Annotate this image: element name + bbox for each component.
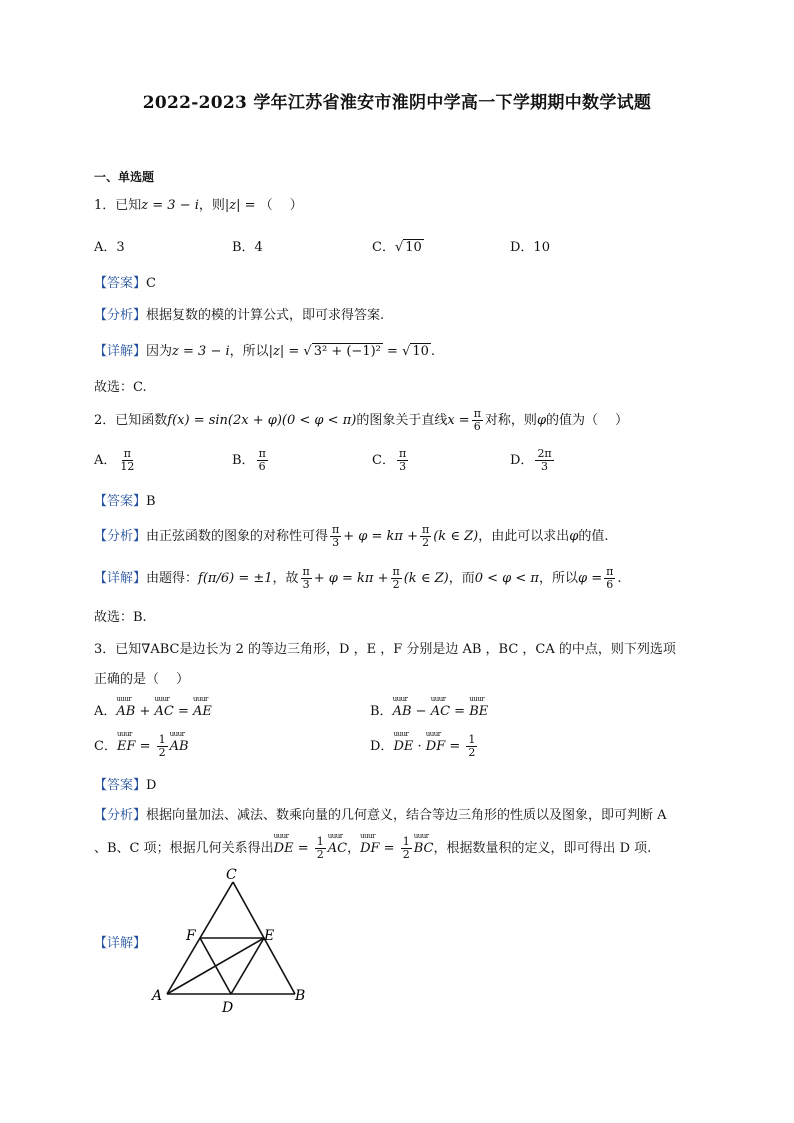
- q1-analysis: 【分析】根据复数的模的计算公式，即可求得答案.: [94, 308, 385, 323]
- q2-analysis: 【分析】由正弦函数的图象的对称性可得 $\frac{\pi}{3}$ + φ = kπ + $\frac{\pi}{2}$ (k ∈ Z)，由此可以求出φ的值.: [94, 523, 609, 549]
- q1-choose: 故选：C.: [94, 380, 147, 395]
- q1-option-c: C．√ 10: [372, 240, 422, 255]
- q2-stem: 2．已知函数f(x) = sin(2x + φ)(0 < φ < π)的图象关于直线x = $\frac{\pi}{6}$ 对称，则φ的值为（ ）: [94, 407, 629, 433]
- q2-option-c: C． $\frac{\pi}{3}$: [372, 447, 407, 473]
- q2-detail: 【详解】由题得：f(π/6) = ±1，故 $\frac{\pi}{3}$ + φ = kπ + $\frac{\pi}{2}$ (k ∈ Z)，而0 < φ < π，所以φ = $\frac{\pi}{6}$ .: [94, 565, 622, 591]
- q1-option-d: D．10: [510, 240, 550, 255]
- q2-answer: 【答案】B: [94, 494, 156, 509]
- q3-analysis-line1: 【分析】根据向量加法、减法、数乘向量的几何意义，结合等边三角形的性质以及图象，即可判断 A: [94, 808, 667, 823]
- segment-de: [231, 938, 264, 994]
- label-e: E: [264, 928, 275, 944]
- label-c: C: [226, 867, 237, 883]
- q3-stem-line1: 3．已知∇ABC是边长为 2 的等边三角形，D ，E ，F 分别是边 AB ，BC ，CA 的中点，则下列选项: [94, 642, 676, 657]
- q2-option-d: D． $\frac{2\pi}{3}$: [510, 447, 552, 473]
- label-a: A: [152, 988, 163, 1004]
- q3-analysis-line2: 、B、C 项；根据几何关系得出uuur DE = $\frac{1}{2}$ uuur AC，uuur DF = $\frac{1}{2}$ uuur BC，根据数量积的定义，即可得出 D 项.: [94, 836, 651, 861]
- q3-answer: 【答案】D: [94, 778, 157, 793]
- q1-option-b: B．4: [232, 240, 263, 255]
- q2-choose: 故选：B.: [94, 610, 147, 625]
- q3-stem-line2: 正确的是（ ）: [94, 672, 190, 687]
- label-f: F: [186, 928, 196, 944]
- section-heading: 一、单选题: [94, 170, 155, 184]
- q1-answer: 【答案】C: [94, 276, 156, 291]
- q3-detail-tag: 【详解】: [94, 936, 147, 951]
- q2-option-b: B． $\frac{\pi}{6}$: [232, 447, 266, 473]
- q2-option-a: A． $\frac{\pi}{12}$: [94, 447, 135, 473]
- q3-option-a: A．uuur AB + uuur AC = uuur AE: [94, 700, 212, 719]
- label-d: D: [222, 1000, 234, 1016]
- page-title: 2022-2023 学年江苏省淮安市淮阴中学高一下学期期中数学试题: [142, 93, 652, 113]
- q3-option-d: D．uuur DE · uuur DF = $\frac{1}{2}$: [370, 734, 479, 759]
- q1-option-a: A．3: [94, 240, 125, 255]
- label-b: B: [295, 988, 306, 1004]
- q1-stem: 1．已知z = 3 − i，则|z| = （ ）: [94, 198, 303, 213]
- triangle-figure: [150, 866, 320, 1016]
- q3-option-c: C．uuur EF = $\frac{1}{2}$ uuur AB: [94, 734, 189, 759]
- q3-option-b: B．uuur AB − uuur AC = uuur BE: [370, 700, 488, 719]
- q1-detail: 【详解】因为z = 3 − i，所以|z| = √ 3² + (−1)² = √ 10 .: [94, 344, 436, 359]
- segment-ae: [167, 938, 264, 994]
